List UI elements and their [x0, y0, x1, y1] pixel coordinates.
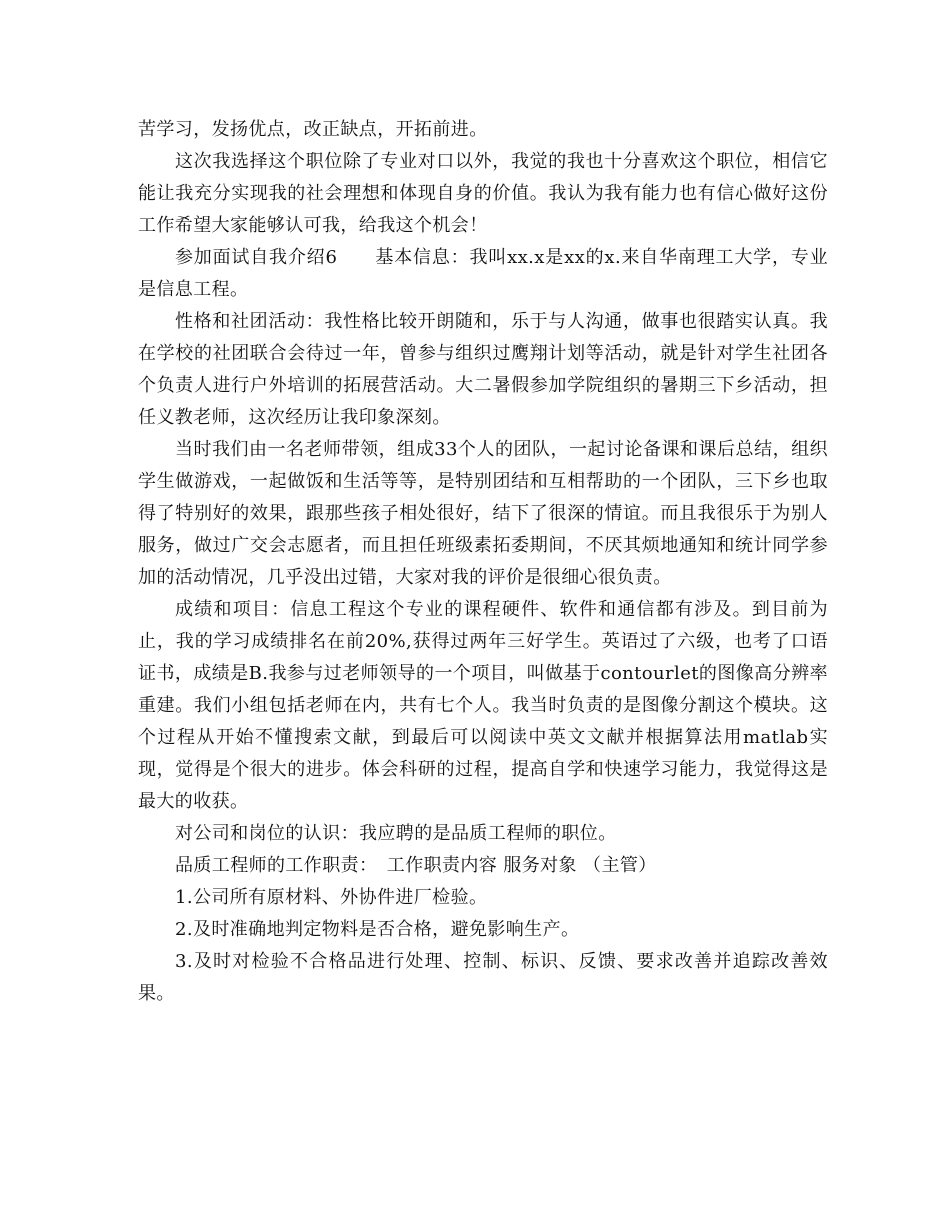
paragraph-10: 2.及时准确地判定物料是否合格，避免影响生产。 — [175, 919, 580, 940]
paragraph-11: 3.及时对检验不合格品进行处理、控制、标识、反馈、要求改善并追踪改善效果。 — [138, 951, 828, 1004]
paragraph-8: 品质工程师的工作职责： 工作职责内容 服务对象 （主管） — [175, 855, 657, 876]
paragraph-5: 当时我们由一名老师带领，组成33个人的团队，一起讨论备课和课后总结，组织学生做游戏，一起做饭和生活等等，是特别团结和互相帮助的一个团队，三下乡也取得了特别好的效果，跟那些孩子相处很好，结下了很深的情谊。而且我很乐于为别人服务，做过广交会志愿者，而且担任班级素拓委期间，不厌其烦地通知和统计同学参加的活动情况，几乎没出过错，大家对我的评价是很细心很负责。 — [138, 439, 828, 588]
paragraph-6: 成绩和项目：信息工程这个专业的课程硬件、软件和通信都有涉及。到目前为止，我的学习成绩排名在前20%,获得过两年三好学生。英语过了六级，也考了口语证书，成绩是B.我参与过老师领导的一个项目，叫做基于contourlet的图像高分辨率重建。我们小组包括老师在内，共有七个人。我当时负责的是图像分割这个模块。这个过程从开始不懂搜索文献，到最后可以阅读中英文文献并根据算法用matlab实现，觉得是个很大的进步。体会科研的过程，提高自学和快速学习能力，我觉得这是最大的收获。 — [138, 599, 828, 812]
paragraph-3: 参加面试自我介绍6 基本信息：我叫xx.x是xx的x.来自华南理工大学，专业是信息工程。 — [138, 247, 828, 300]
paragraph-7: 对公司和岗位的认识：我应聘的是品质工程师的职位。 — [175, 823, 617, 844]
paragraph-4: 性格和社团活动：我性格比较开朗随和，乐于与人沟通，做事也很踏实认真。我在学校的社团联合会待过一年，曾参与组织过鹰翔计划等活动，就是针对学生社团各个负责人进行户外培训的拓展营活动。大二暑假参加学院组织的暑期三下乡活动，担任义教老师，这次经历让我印象深刻。 — [138, 311, 828, 428]
paragraph-1: 苦学习，发扬优点，改正缺点，开拓前进。 — [138, 119, 488, 140]
document-body — [138, 114, 828, 1010]
paragraph-9: 1.公司所有原材料、外协件进厂检验。 — [175, 887, 488, 908]
paragraph-2: 这次我选择这个职位除了专业对口以外，我觉的我也十分喜欢这个职位，相信它能让我充分实现我的社会理想和体现自身的价值。我认为我有能力也有信心做好这份工作希望大家能够认可我，给我这个机会！ — [138, 151, 828, 236]
